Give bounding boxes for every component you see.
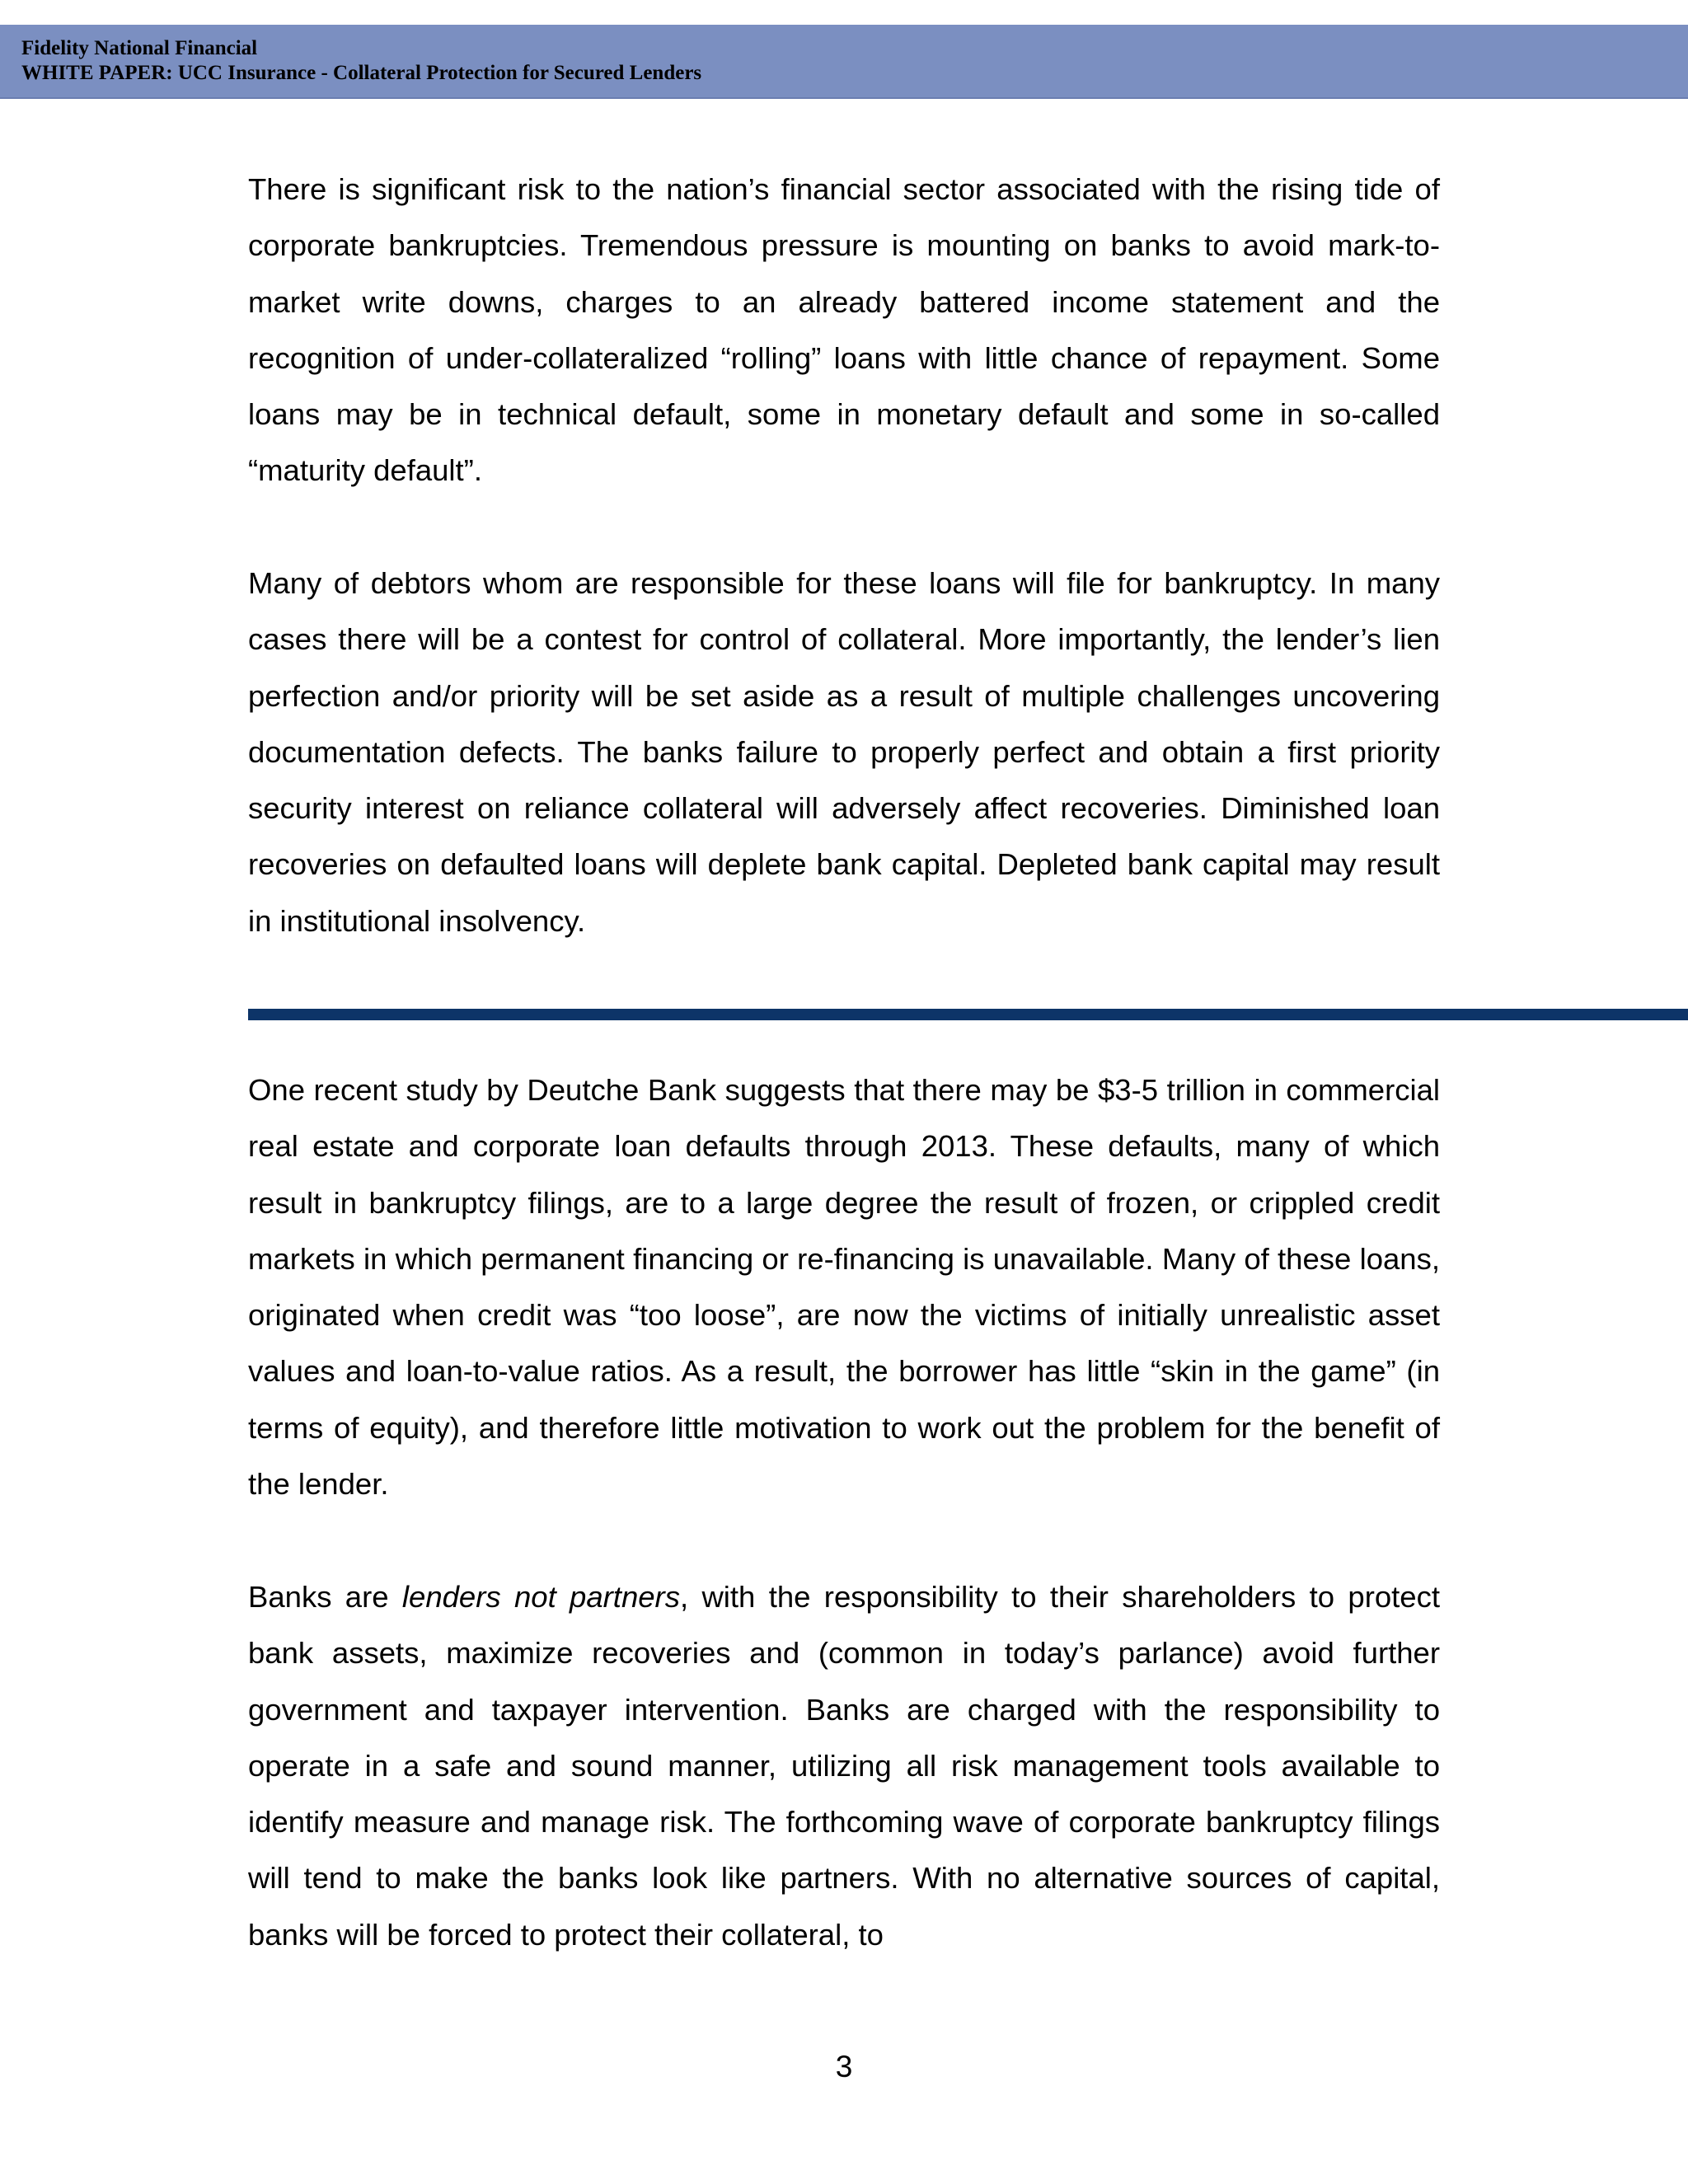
- body-paragraph-2: Many of debtors whom are responsible for these loans will file for bankruptcy. In many cases there will be a contest for control of collateral. More importantly, the lender’s lien perfection and/or priority will be set aside as a result of multiple challenges uncovering documentation defects. The banks failure to properly perfect and obtain a first priority security interest on reliance collateral will adversely affect recoveries. Diminished loan recoveries on defaulted loans will deplete bank capital. Depleted bank capital may result in institutional insolvency.: [248, 566, 1440, 938]
- document-header: [0, 25, 1688, 99]
- body-paragraph-4: [248, 1569, 1440, 1963]
- section-divider: [248, 1009, 1688, 1020]
- paragraph-4-rest: , with the responsibility to their shareholders to protect bank assets, maximize recoveries and (common in today’s parlance) avoid further government and taxpayer intervention. Banks are charged with the responsibility to operate in a safe and sound manner, utilizing all risk management tools available to identify measure and manage risk. The forthcoming wave of corporate bankruptcy filings will tend to make the banks look like partners. With no alternative sources of capital, banks will be forced to protect their collateral, to: [248, 1580, 1440, 1952]
- page-number: 3: [835, 2050, 853, 2083]
- body-paragraph-3: One recent study by Deutche Bank suggests that there may be $3-5 trillion in commercial real estate and corporate loan defaults through 2013. These defaults, many of which result in bankruptcy filings, are to a large degree the result of frozen, or crippled credit markets in which permanent financing or re-financing is unavailable. Many of these loans, originated when credit was “too loose”, are now the victims of initially unrealistic asset values and loan-to-value ratios. As a result, the borrower has little “skin in the game” (in terms of equity), and therefore little motivation to work out the problem for the benefit of the lender.: [248, 1073, 1440, 1502]
- paragraph-4-lead: Banks are: [248, 1580, 402, 1614]
- header-title: WHITE PAPER: UCC Insurance - Collateral Protection for Secured Lenders: [21, 62, 702, 84]
- header-company: Fidelity National Financial: [21, 37, 258, 59]
- paragraph-4-emphasis: lenders not partners: [401, 1580, 680, 1614]
- body-paragraph-1: There is significant risk to the nation’s financial sector associated with the rising tide of corporate bankruptcies. Tremendous pressure is mounting on banks to avoid mark-to-market write downs, charges to an already battered income statement and the recognition of under-collateralized “rolling” loans with little chance of repayment. Some loans may be in technical default, some in monetary default and some in so-called “maturity default”.: [248, 172, 1440, 488]
